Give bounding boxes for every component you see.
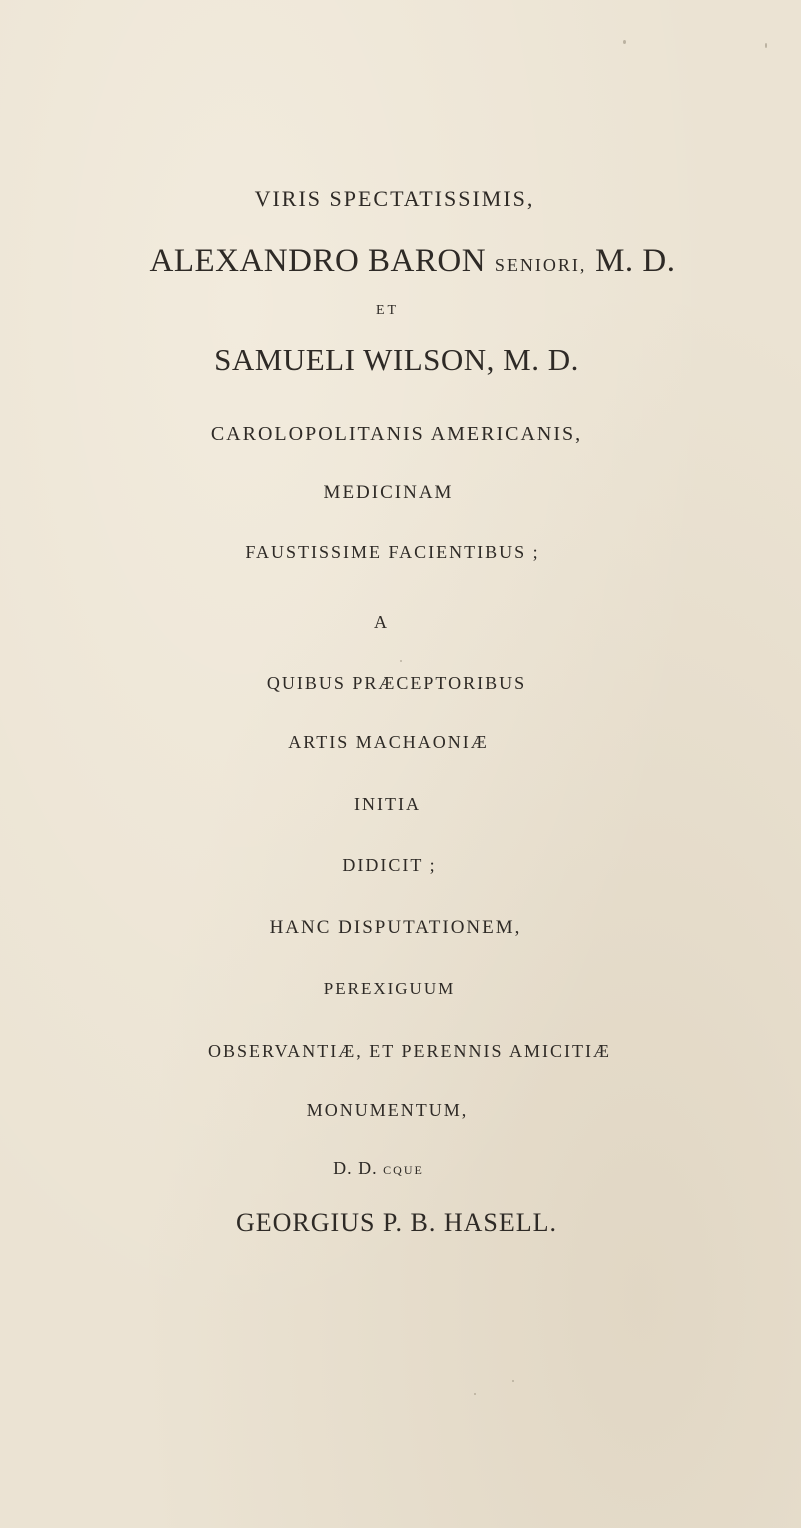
word-cque: CQUE [383, 1163, 424, 1177]
dedication-line-didicit: DIDICIT ; [342, 855, 437, 875]
paper-speck [512, 1380, 514, 1382]
dedication-line-faustissime: FAUSTISSIME FACIENTIBUS ; [245, 542, 540, 562]
paper-speck [765, 43, 767, 48]
dedication-line-monumentum: MONUMENTUM, [306, 1100, 469, 1120]
dedication-line-observantiae: OBSERVANTIÆ, ET PERENNIS AMICITIÆ [208, 1041, 611, 1061]
degree-md: M. D. [595, 243, 676, 279]
name-alexandro-baron: ALEXANDRO BARON [149, 243, 487, 279]
dedication-line-a: A [374, 612, 387, 632]
dedication-line-carolopolitanis: CAROLOPOLITANIS AMERICANIS, [210, 423, 583, 445]
dedication-line-author: GEORGIUS P. B. HASELL. [235, 1208, 558, 1237]
dedication-line-alexandro-baron [12, 245, 801, 278]
dedication-line-quibus: QUIBUS PRÆCEPTORIBUS [266, 673, 527, 693]
paper-speck [474, 1393, 476, 1395]
dedication-line-et: ET [375, 303, 400, 318]
dedication-line-artis: ARTIS MACHAONIÆ [288, 732, 489, 752]
dedication-line-perexiguum: PEREXIGUUM [323, 979, 456, 998]
dedication-line-initia: INITIA [354, 794, 421, 814]
dedication-line-viris: VIRIS SPECTATISSIMIS, [254, 186, 535, 211]
initials-dd: D. D. [333, 1158, 378, 1178]
title-seniori: SENIORI, [494, 255, 587, 275]
paper-speck [623, 40, 626, 44]
paper-speck [400, 660, 402, 662]
dedication-line-medicinam: MEDICINAM [323, 482, 454, 503]
dedication-line-samueli-wilson: SAMUELI WILSON, M. D. [214, 342, 579, 377]
dedication-line-ddcque [0, 1159, 779, 1177]
dedication-line-hanc: HANC DISPUTATIONEM, [269, 917, 522, 938]
